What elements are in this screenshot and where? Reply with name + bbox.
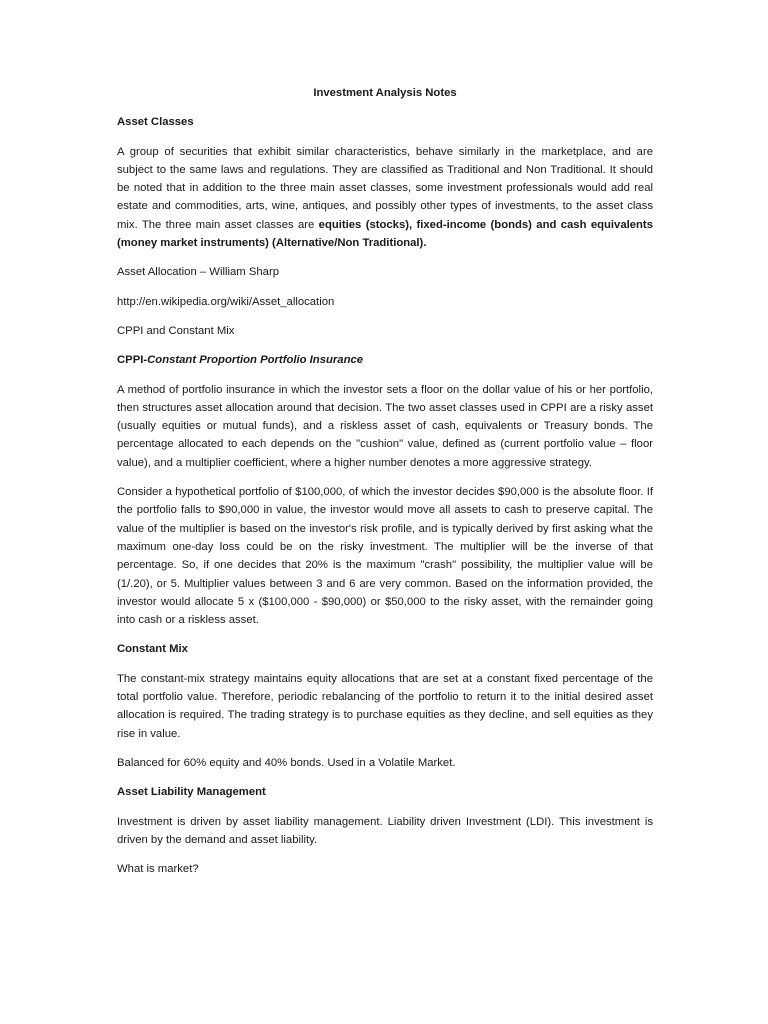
heading-cppi-prefix: CPPI- <box>117 354 148 367</box>
paragraph-alm: Investment is driven by asset liability management. Liability driven Investment (LDI). This investment is driven by the demand and asset liability. <box>117 815 653 846</box>
paragraph-balanced: Balanced for 60% equity and 40% bonds. Used in a Volatile Market. <box>117 756 456 769</box>
heading-alm: Asset Liability Management <box>117 786 266 799</box>
cppi-constant-mix-line: CPPI and Constant Mix <box>117 324 235 337</box>
paragraph-what-is-market: What is market? <box>117 863 199 876</box>
paragraph-asset-classes <box>117 143 653 253</box>
heading-cppi-italic: Constant Proportion Portfolio Insurance <box>147 354 364 367</box>
asset-classes-bold-text: equities (stocks), fixed-income (bonds) and cash equivalents (money market instruments) (Alternative/Non Traditional). <box>117 218 653 250</box>
paragraph-cppi-example: Consider a hypothetical portfolio of $100,000, of which the investor decides $90,000 is the absolute floor. If the portfolio falls to $90,000 in value, the investor would move all assets to cash to preserve capital. The value of the multiplier is based on the investor's risk profile, and is typically derived by first asking what the maximum one-day loss could be on the risky investment. The multiplier will be the inverse of that percentage. So, if one decides that 20% is the maximum "crash" possibility, the multiplier value will be (1/.20), or 5. Multiplier values between 3 and 6 are very common. Based on the information provided, the investor would allocate 5 x ($100,000 - $90,000) or $50,000 to the risky asset, with the remainder going into cash or a riskless asset. <box>117 486 653 627</box>
asset-allocation-line: Asset Allocation – William Sharp <box>117 266 279 279</box>
paragraph-cppi-definition: A method of portfolio insurance in which the investor sets a floor on the dollar value of his or her portfolio, then structures asset allocation around that decision. The two asset classes used in CPPI are a risky asset (usually equities or mutual funds), and a riskless asset of cash, equivalents or Treasury bonds. The percentage allocated to each depends on the "cushion" value, defined as (current portfolio value – floor value), and a multiplier coefficient, where a higher number denotes a more aggressive strategy. <box>117 383 653 469</box>
asset-allocation-link: http://en.wikipedia.org/wiki/Asset_allocation <box>117 295 335 308</box>
paragraph-constant-mix: The constant-mix strategy maintains equity allocations that are set at a constant fixed percentage of the total portfolio value. Therefore, periodic rebalancing of the portfolio to return it to the initial desired asset allocation is required. The trading strategy is to purchase equities as they decline, and sell equities as they rise in value. <box>117 672 653 740</box>
heading-constant-mix: Constant Mix <box>117 643 188 656</box>
asset-classes-text: A group of securities that exhibit similar characteristics, behave similarly in the marketplace, and are subject to the same laws and regulations. They are classified as Traditional and Non Traditional. It should be noted that in addition to the three main asset classes, some investment professionals would add real estate and commodities, arts, wine, antiques, and possibly other types of investments, to the asset class mix. The three main asset classes are <box>117 145 653 231</box>
document-page <box>117 84 653 889</box>
heading-cppi <box>117 351 653 369</box>
document-title: Investment Analysis Notes <box>313 87 457 99</box>
heading-asset-classes: Asset Classes <box>117 116 194 129</box>
